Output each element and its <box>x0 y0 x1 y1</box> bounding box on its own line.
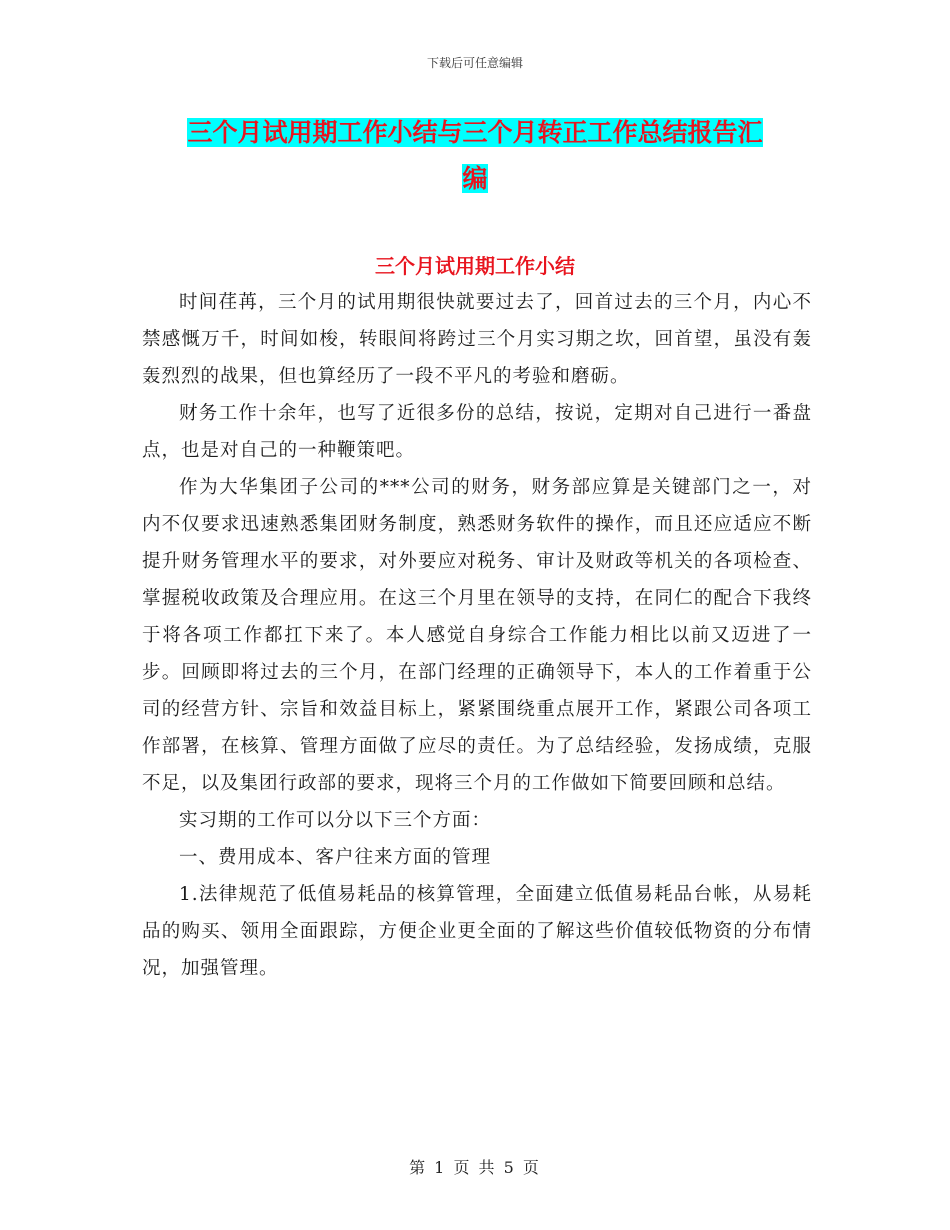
paragraph: 时间荏苒，三个月的试用期很快就要过去了，回首过去的三个月，内心不禁感慨万千，时间如梭，转眼间将跨过三个月实习期之坎，回首望，虽没有轰轰烈烈的战果，但也算经历了一段不平凡的考验和磨砺。 <box>142 292 812 387</box>
section-title: 三个月试用期工作小结 <box>375 254 575 278</box>
document-title-line1: 三个月试用期工作小结与三个月转正工作总结报告汇 <box>187 118 763 147</box>
paragraph: 实习期的工作可以分以下三个方面： <box>179 810 492 831</box>
paragraph: 财务工作十余年，也写了近很多份的总结，按说，定期对自己进行一番盘点，也是对自己的一种鞭策吧。 <box>142 403 812 461</box>
document-title <box>140 110 810 202</box>
paragraph: 1.法律规范了低值易耗品的核算管理，全面建立低值易耗品台帐，从易耗品的购买、领用全面跟踪，方便企业更全面的了解这些价值较低物资的分布情况，加强管理。 <box>142 884 812 979</box>
paragraph: 作为大华集团子公司的***公司的财务，财务部应算是关键部门之一，对内不仅要求迅速熟悉集团财务制度，熟悉财务软件的操作，而且还应适应不断提升财务管理水平的要求，对外要应对税务、审计及财政等机关的各项检查、掌握税收政策及合理应用。在这三个月里在领导的支持，在同仁的配合下我终于将各项工作都扛下来了。本人感觉自身综合工作能力相比以前又迈进了一步。回顾即将过去的三个月，在部门经理的正确领导下，本人的工作着重于公司的经营方针、宗旨和效益目标上，紧紧围绕重点展开工作，紧跟公司各项工作部署，在核算、管理方面做了应尽的责任。为了总结经验，发扬成绩，克服不足，以及集团行政部的要求，现将三个月的工作做如下简要回顾和总结。 <box>142 477 812 794</box>
header-note: 下载后可任意编辑 <box>426 56 523 70</box>
page-footer: 第 1 页 共 5 页 <box>409 1158 541 1177</box>
document-title-line2: 编 <box>462 164 488 193</box>
paragraph: 一、费用成本、客户往来方面的管理 <box>179 847 492 868</box>
document-body <box>142 284 812 987</box>
